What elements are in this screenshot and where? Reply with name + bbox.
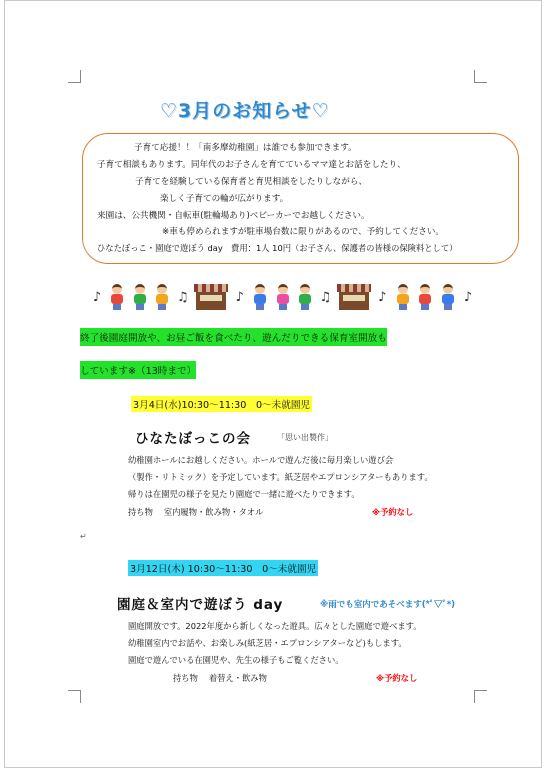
stall-icon bbox=[337, 284, 371, 310]
notice-line: ※車も停められますが駐車場台数に限りがあるので、予約してください。 bbox=[162, 227, 445, 237]
intro-line: しています※（13時まで） bbox=[80, 361, 196, 379]
paragraph-mark: ↵ bbox=[80, 532, 87, 541]
child-icon bbox=[153, 284, 171, 310]
child-icon bbox=[274, 284, 292, 310]
event2-date: 3月12日(木) 10:30～11:30 0～未就園児 bbox=[128, 560, 318, 576]
intro-line: 終了後園庭開放や、お昼ご飯を食べたり、遊んだりできる保育室開放も bbox=[80, 328, 387, 346]
page-title: ♡3月のお知らせ♡ bbox=[160, 100, 330, 122]
music-note-icon: ♪ bbox=[235, 289, 244, 305]
child-icon bbox=[394, 284, 412, 310]
event1-description: （製作・リトミック）を予定しています。紙芝居やエプロンシアターもあります。 bbox=[128, 472, 433, 482]
notice-line: 子育てを経験している保育者と育児相談をしたりしながら、 bbox=[135, 177, 368, 187]
notice-line: ひなたぼっこ・園庭で遊ぼう day 費用：1人 10円（お子さん、保護者の皆様の保険料として） bbox=[97, 243, 458, 253]
event2-reservation: ※予約なし bbox=[376, 673, 418, 683]
margin-corner-bottom-left bbox=[68, 690, 81, 703]
event1-items: 持ち物 室内履物・飲み物・タオル bbox=[128, 507, 264, 517]
margin-corner-top-right bbox=[474, 70, 487, 83]
event2-items: 持ち物 着替え・飲み物 bbox=[173, 673, 267, 683]
event2-description: 園庭で遊んでいる在園児や、先生の様子もご覧ください。 bbox=[128, 655, 344, 665]
child-icon bbox=[251, 284, 269, 310]
child-icon bbox=[131, 284, 149, 310]
margin-corner-bottom-right bbox=[474, 690, 487, 703]
event1-date: 3月4日(水)10:30～11:30 0～未就園児 bbox=[131, 396, 312, 412]
event2-description: 園庭開放です。2022年度から新しくなった遊具。広々とした園庭で遊べます。 bbox=[128, 621, 422, 631]
margin-corner-top-left bbox=[68, 70, 81, 83]
music-note-icon: ♪ bbox=[92, 289, 102, 305]
notice-line: 子育て相談もあります。同年代のお子さんを育てているママ達とお話をしたり、 bbox=[97, 160, 406, 170]
event2-description: 幼稚園室内でお話や、お楽しみ(紙芝居・エプロンシアターなど)もします。 bbox=[128, 638, 407, 648]
event2-name: 園庭＆室内で遊ぼう day bbox=[117, 597, 284, 613]
event1-description: 幼稚園ホールにお越しください。ホールで遊んだ後に毎月楽しい遊び会 bbox=[128, 455, 394, 465]
child-icon bbox=[296, 284, 314, 310]
child-icon bbox=[439, 284, 457, 310]
stall-icon bbox=[194, 284, 228, 310]
notice-line: 来園は、公共機関・自転車(駐輪場あり)ベビーカーでお越しください。 bbox=[97, 211, 370, 221]
music-note-icon: ♪ bbox=[378, 289, 387, 305]
child-icon bbox=[108, 284, 126, 310]
event2-subtitle: ※雨でも室内であそべます(*ﾟ▽ﾟ*) bbox=[320, 600, 456, 610]
event1-description: 帰りは在園児の様子を見たり園庭で一緒に遊べたりできます。 bbox=[128, 489, 360, 499]
notice-line: 子育て応援！！「南多摩幼稚園」は誰でも参加できます。 bbox=[134, 143, 357, 153]
notice-line: 楽しく子育ての輪が広がります。 bbox=[160, 194, 289, 204]
music-note-icon: ♫ bbox=[176, 289, 189, 305]
decorative-banner bbox=[90, 282, 475, 312]
child-icon bbox=[416, 284, 434, 310]
event1-reservation: ※予約なし bbox=[372, 507, 414, 517]
music-note-icon: ♫ bbox=[319, 289, 332, 305]
event1-subtitle: 「思い出製作」 bbox=[277, 433, 333, 442]
event1-name: ひなたぼっこの会 bbox=[135, 431, 251, 447]
music-note-icon: ♪ bbox=[463, 289, 473, 305]
